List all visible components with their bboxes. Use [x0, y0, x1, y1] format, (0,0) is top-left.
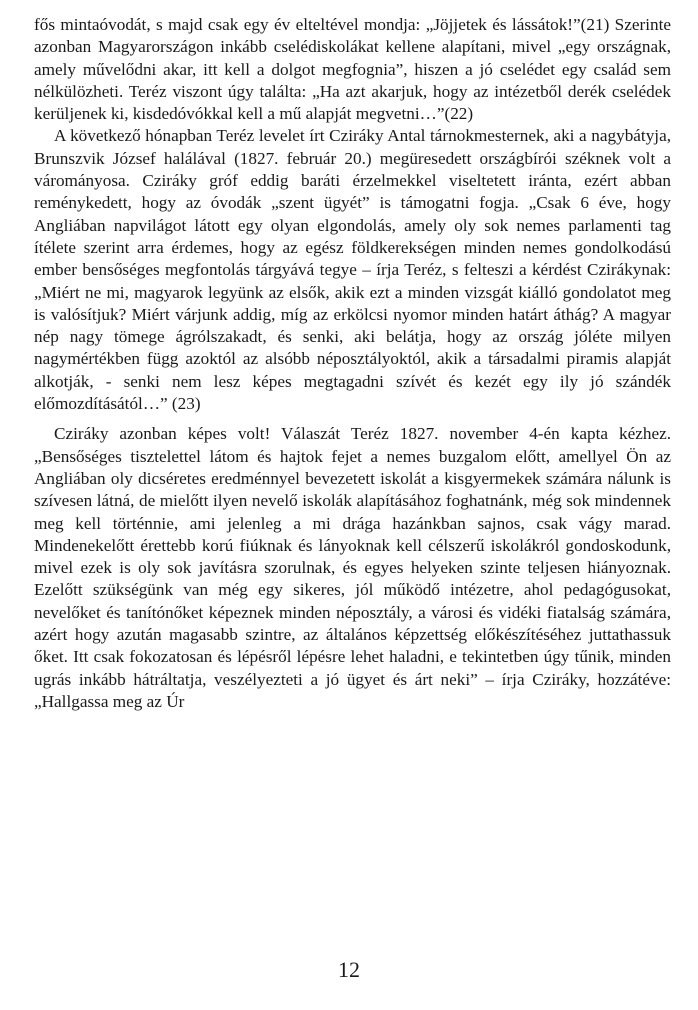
paragraph-2: A következő hónapban Teréz levelet írt Cziráky Antal tárnokmesternek, aki a nagybátyja, Brunszvik József halálával (1827. február 20.) megüresedett országbírói széknek volt a várományosa. Cziráky gróf eddig baráti érzelmekkel viseltetett iránta, ezért abban reménykedett, hogy az óvodák „szent ügyét” is támogatni fogja. „Csak 6 éve, hogy Angliában napvilágot látott egy olyan elgondolás, amely oly sok nemes parlamenti tag ítélete szerint arra érdemes, hogy az egész földkerekségen minden nemes gondolkodású ember bensőséges megfontolás tárgyává tegye – írja Teréz, s felteszi a kérdést Czirákynak: „Miért ne mi, magyarok legyünk az elsők, akik ezt a minden vizsgát kiálló gondolatot meg is valósítjuk? Miért várjunk addig, míg az erkölcsi nyomor minden határt áthág? A magyar nép nagy tömege ágrólszakadt, és senki, aki belátja, hogy az ország jóléte milyen nagymértékben függ azoktól az alsóbb néposztályoktól, akik a társadalmi piramis alapját alkotják, - senki nem lesz képes megtagadni szívét és kezét egy ily jó szándék előmozdításától…” (23) — [34, 126, 671, 414]
paragraph-1: fős mintaóvodát, s majd csak egy év elteltével mondja: „Jöjjetek és lássátok!”(21) Szerinte azonban Magyarországon inkább cselédiskolákat kellene alapítani, mivel „egy országnak, amely művelődni akar, itt kell a dolgot megfognia”, hiszen a jó cselédet egy család sem nélkülözheti. Teréz viszont úgy találta: „Ha azt akarjuk, hogy az intézetből derék cselédek kerüljenek ki, kisdedóvókkal kell a mű alapját megvetni…”(22) — [34, 15, 671, 124]
page-body — [34, 14, 671, 713]
page-number: 12 — [338, 957, 360, 982]
paragraph-3: Cziráky azonban képes volt! Válaszát Teréz 1827. november 4-én kapta kézhez. „Bensőséges tisztelettel látom és hajtok fejet a nemes buzgalom előtt, amellyel Ön az Angliában oly dicséretes eredménnyel bevezetett iskolát a kisgyermekek számára nálunk is szívesen látná, de mielőtt ilyen nevelő iskolák alapításához foghatnánk, még sok mindennek meg kell történnie, ami jelenleg a mi drága hazánkban sajnos, csak vágy marad. Mindenekelőtt érettebb korú fiúknak és lányoknak kell célszerű iskolákról gondoskodunk, mivel ezek is oly sok javításra szorulnak, és egyes helyeken szinte teljesen hiányoznak. Ezelőtt szükségünk van még egy sikeres, jól működő intézetre, ahol pedagógusokat, nevelőket és tanítónőket képeznek minden néposztály, a városi és vidéki fiatalság számára, azért hogy azután magasabb szintre, az általános képzettség előkészítéséhez juttathassuk őket. Itt csak fokozatosan és lépésről lépésre lehet haladni, e tekintetben úgy tűnik, minden ugrás inkább hátráltatja, veszélyezteti a jó ügyet és árt neki” – írja Cziráky, hozzátéve: „Hallgassa meg az Úr — [34, 424, 671, 711]
